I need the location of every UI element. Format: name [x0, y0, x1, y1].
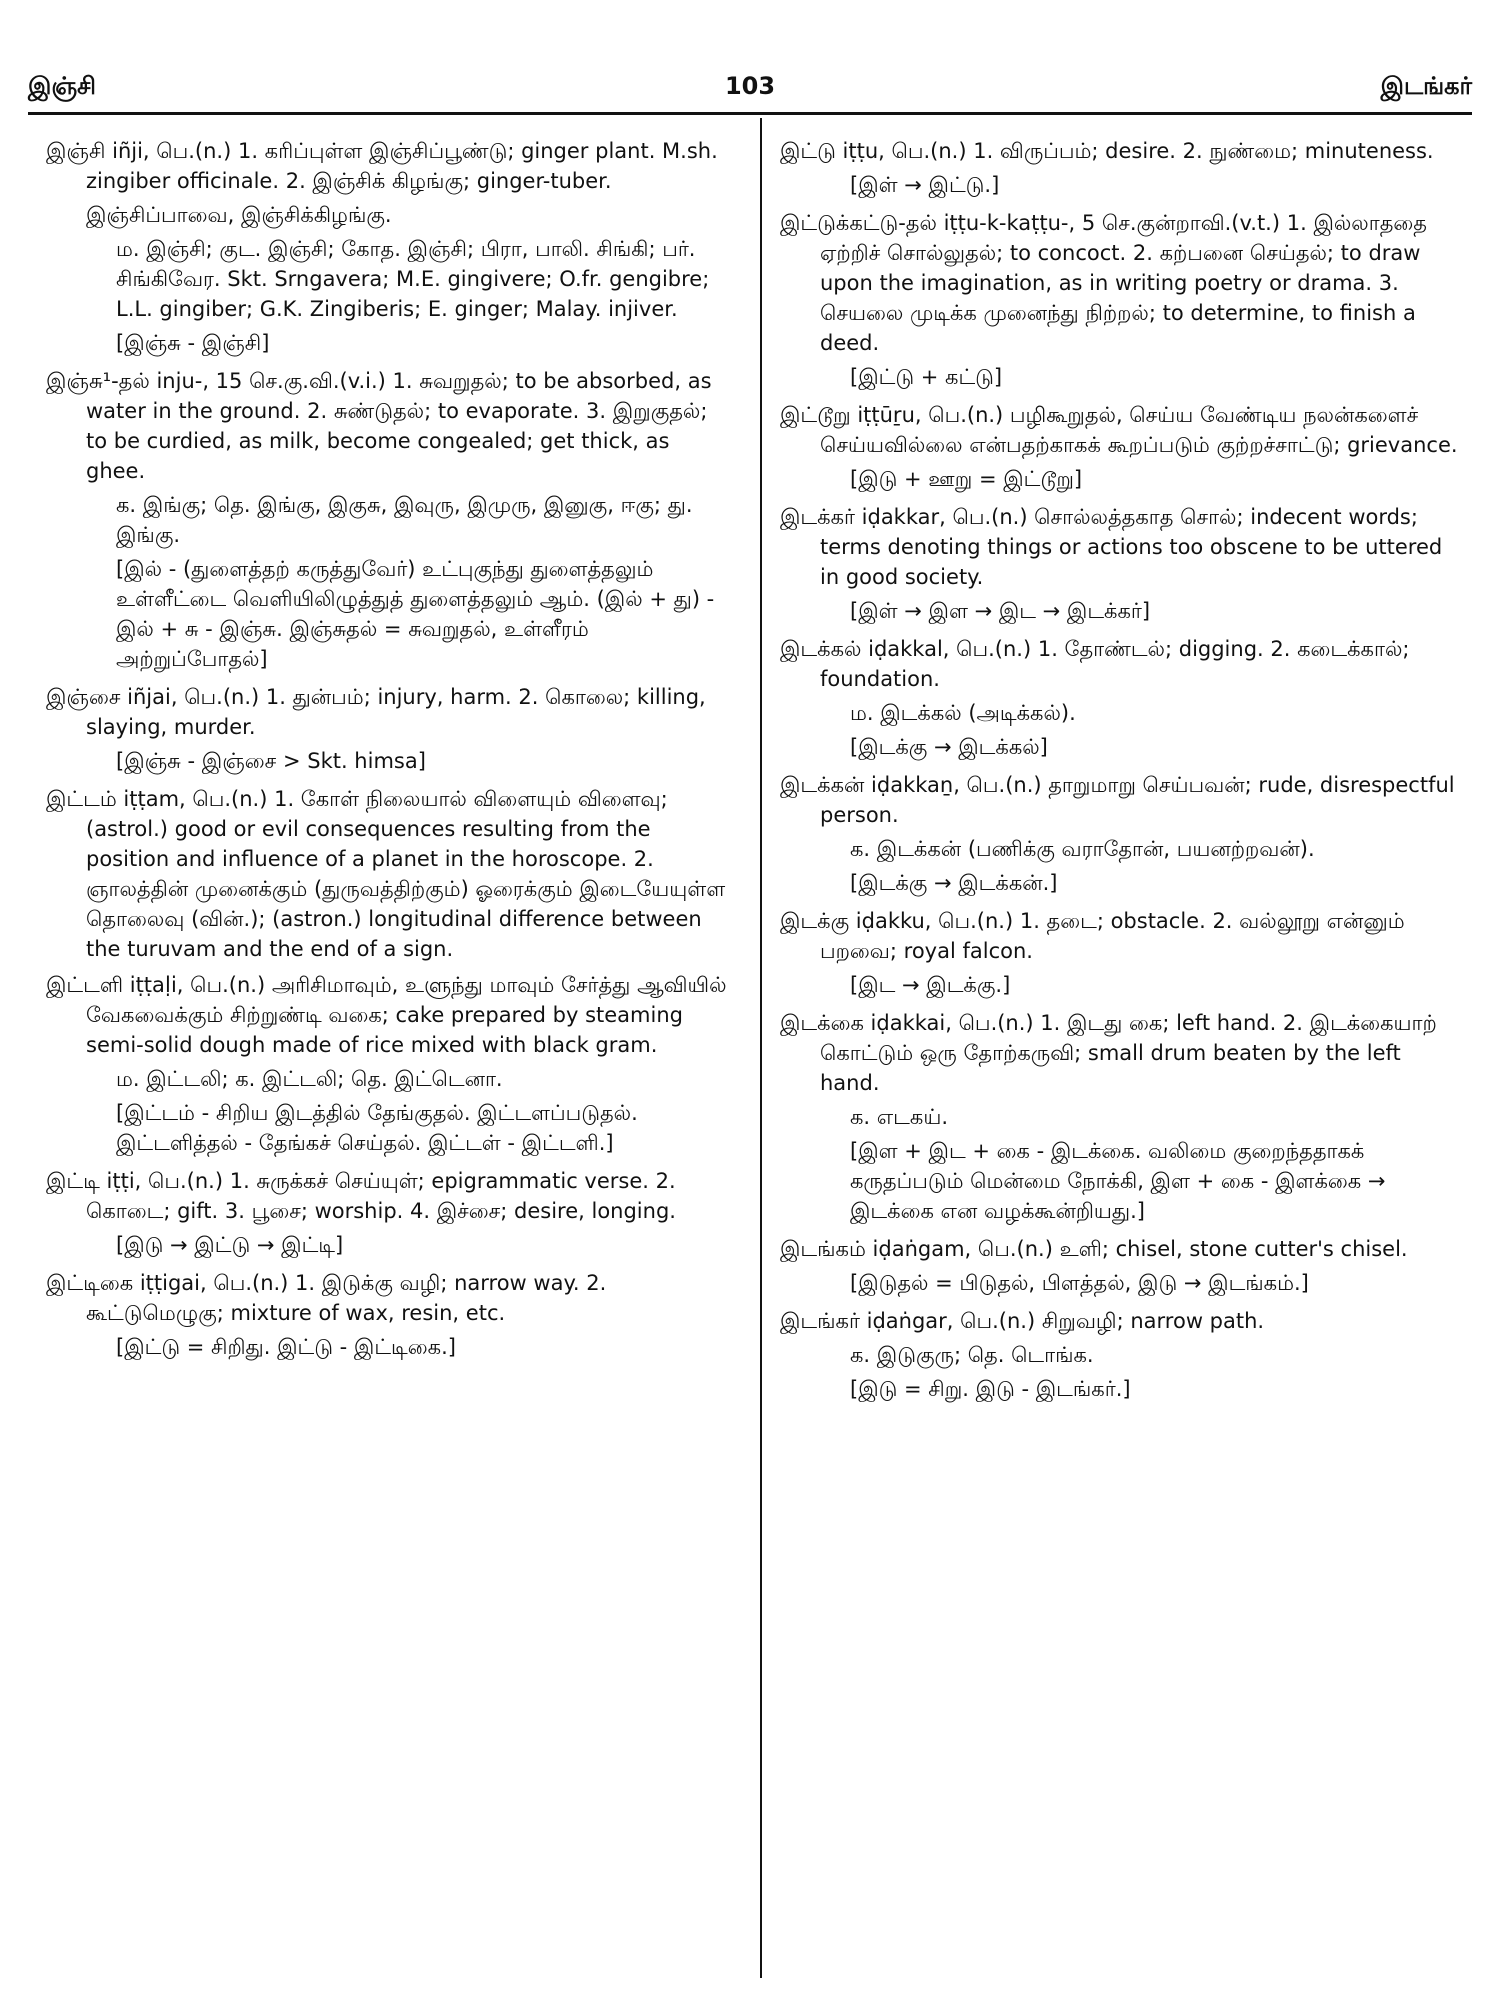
- dictionary-entry: [780, 400, 1458, 494]
- entry-etymology: [இடு → இட்டு → இட்டி]: [116, 1233, 344, 1257]
- entry-etymology: [இடுதல் = பிடுதல், பிளத்தல், இடு → இடங்கம்.]: [850, 1271, 1309, 1295]
- entry-definition: இடங்கர் iḍaṅgar, பெ.(n.) சிறுவழி; narrow path.: [780, 1309, 1265, 1333]
- dictionary-entry: [780, 770, 1458, 898]
- entry-definition: இடக்கர் iḍakkar, பெ.(n.) சொல்லத்தகாத சொல்; indecent words; terms denoting things or actions too obscene to be uttered in good society.: [780, 505, 1443, 589]
- entry-definition: இஞ்சை iñjai, பெ.(n.) 1. துன்பம்; injury, harm. 2. கொலை; killing, slaying, murder.: [46, 685, 706, 739]
- entry-definition: இட்டம் iṭṭam, பெ.(n.) 1. கோள் நிலையால் விளையும் விளைவு; (astrol.) good or evil consequences resulting from the position and influence of a planet in the horoscope. 2. ஞாலத்தின் முனைக்கும் (துருவத்திற்கும்) ஓரைக்கும் இடையேயுள்ள தொலைவு (வின்.); (astron.) longitudinal difference between the turuvam and the end of a sign.: [46, 787, 726, 961]
- entry-cognates: க. இங்கு; தெ. இங்கு, இகுசு, இவுரு, இமுரு, இனுகு, ஈகு; து. இங்கு.: [116, 493, 693, 547]
- entry-definition: இட்டூறு iṭṭūṟu, பெ.(n.) பழிகூறுதல், செய்ய வேண்டிய நலன்களைச் செய்யவில்லை என்பதற்காகக் கூறப்படும் குற்றச்சாட்டு; grievance.: [780, 403, 1458, 457]
- entry-definition: இட்டளி iṭṭaḷi, பெ.(n.) அரிசிமாவும், உளுந்து மாவும் சேர்த்து ஆவியில் வேகவைக்கும் சிற்றுண்டி வகை; cake prepared by steaming semi-solid dough made of rice mixed with black gram.: [46, 973, 727, 1057]
- entry-etymology: [இட்டு = சிறிது. இட்டு - இட்டிகை.]: [116, 1335, 456, 1359]
- entry-etymology: [இஞ்சு - இஞ்சி]: [116, 331, 270, 355]
- dictionary-entry: [46, 1166, 734, 1260]
- dictionary-entry: [46, 136, 734, 358]
- dictionary-entry: [46, 682, 734, 776]
- dictionary-entry: [46, 366, 734, 674]
- page-header: [28, 72, 1472, 116]
- dictionary-entry: [780, 1234, 1458, 1298]
- dictionary-entry: [780, 136, 1458, 200]
- dictionary-entry: [780, 1306, 1458, 1404]
- dictionary-entry: [46, 970, 734, 1158]
- entry-definition: இடங்கம் iḍaṅgam, பெ.(n.) உளி; chisel, stone cutter's chisel.: [780, 1237, 1408, 1261]
- dictionary-entry: [46, 784, 734, 964]
- dictionary-entry: [780, 906, 1458, 1000]
- entry-cognates: ம. இட்டலி; க. இட்டலி; தெ. இட்டெனா.: [116, 1067, 503, 1091]
- entry-cognates: க. இடுகுரு; தெ. டொங்க.: [850, 1343, 1094, 1367]
- entry-definition: இஞ்சி iñji, பெ.(n.) 1. கரிப்புள்ள இஞ்சிப்பூண்டு; ginger plant. M.sh. zingiber officinale. 2. இஞ்சிக் கிழங்கு; ginger-tuber.: [46, 139, 718, 193]
- entry-definition: இட்டு iṭṭu, பெ.(n.) 1. விருப்பம்; desire. 2. நுண்மை; minuteness.: [780, 139, 1434, 163]
- entry-etymology: [இடக்கு → இடக்கன்.]: [850, 871, 1058, 895]
- entry-definition: இஞ்சு¹-தல் inju-, 15 செ.கு.வி.(v.i.) 1. சுவறுதல்; to be absorbed, as water in the ground. 2. சுண்டுதல்; to evaporate. 3. இறுகுதல்; to be curdied, as milk, become congealed; get thick, as ghee.: [46, 369, 712, 483]
- entry-definition: இட்டிகை iṭṭigai, பெ.(n.) 1. இடுக்கு வழி; narrow way. 2. கூட்டுமெழுகு; mixture of wax, resin, etc.: [46, 1271, 607, 1325]
- dictionary-entry: [780, 502, 1458, 626]
- entry-definition: இடக்கல் iḍakkal, பெ.(n.) 1. தோண்டல்; digging. 2. கடைக்கால்; foundation.: [780, 637, 1410, 691]
- dictionary-entry: [780, 1008, 1458, 1226]
- entry-definition: இட்டுக்கட்டு-தல் iṭṭu-k-kaṭṭu-, 5 செ.குன்றாவி.(v.t.) 1. இல்லாததை ஏற்றிச் சொல்லுதல்; to concoct. 2. கற்பனை செய்தல்; to draw upon the imagination, as in writing poetry or drama. 3. செயலை முடிக்க முனைந்து நிற்றல்; to determine, to finish a deed.: [780, 211, 1427, 355]
- dictionary-entry: [780, 634, 1458, 762]
- entry-definition: இடக்கன் iḍakkaṉ, பெ.(n.) தாறுமாறு செய்பவன்; rude, disrespectful person.: [780, 773, 1455, 827]
- entry-cognates: க. இடக்கன் (பணிக்கு வராதோன், பயனற்றவன்).: [850, 837, 1315, 861]
- entry-etymology: [இட்டு + கட்டு]: [850, 365, 1003, 389]
- dictionary-entry: [780, 208, 1458, 392]
- entry-etymology: [இட → இடக்கு.]: [850, 973, 1011, 997]
- entry-etymology: [இடு + ஊறு = இட்டூறு]: [850, 467, 1083, 491]
- header-left-guideword: இஞ்சி: [28, 72, 96, 100]
- entry-definition: இடக்கை iḍakkai, பெ.(n.) 1. இடது கை; left hand. 2. இடக்கையாற் கொட்டும் ஒரு தோற்கருவி; small drum beaten by the left hand.: [780, 1011, 1437, 1095]
- entry-cognates: க. எடகய்.: [850, 1105, 948, 1129]
- entry-etymology: [இஞ்சு - இஞ்சை > Skt. himsa]: [116, 749, 426, 773]
- entry-etymology: [இள + இட + கை - இடக்கை. வலிமை குறைந்ததாகக் கருதப்படும் மென்மை நோக்கி, இள + கை - இளக்கை → இடக்கை என வழக்கூன்றியது.]: [850, 1139, 1386, 1223]
- entry-definition: இடக்கு iḍakku, பெ.(n.) 1. தடை; obstacle. 2. வல்லூறு என்னும் பறவை; royal falcon.: [780, 909, 1405, 963]
- page-number: 103: [724, 72, 776, 100]
- column-divider: [760, 118, 762, 1978]
- dictionary-entry: [46, 1268, 734, 1362]
- entry-derivatives: இஞ்சிப்பாவை, இஞ்சிக்கிழங்கு.: [86, 203, 392, 227]
- entry-etymology: [இள் → இள → இட → இடக்கர்]: [850, 599, 1151, 623]
- entry-etymology: [இட்டம் - சிறிய இடத்தில் தேங்குதல். இட்டளப்படுதல். இட்டளித்தல் - தேங்கச் செய்தல். இட்டள் - இட்டளி.]: [116, 1101, 638, 1155]
- header-rule: [28, 112, 1472, 115]
- entry-etymology: [இள் → இட்டு.]: [850, 173, 1000, 197]
- entry-etymology: [இல் - (துளைத்தற் கருத்துவேர்) உட்புகுந்து துளைத்தலும் உள்ளீட்டை வெளியிலிழுத்துத் துளைத்தலும் ஆம். (இல் + து) - இல் + சு - இஞ்சு. இஞ்சுதல் = சுவறுதல், உள்ளீரம் அற்றுப்போதல்]: [116, 557, 715, 671]
- entry-cognates: ம. இஞ்சி; குட. இஞ்சி; கோத. இஞ்சி; பிரா, பாலி. சிங்கி; பர். சிங்கிவேர. Skt. Srngavera; M.E. gingivere; O.fr. gengibre; L.L. gingiber; G.K. Zingiberis; E. ginger; Malay. injiver.: [116, 237, 710, 321]
- entry-cognates: ம. இடக்கல் (அடிக்கல்).: [850, 701, 1076, 725]
- right-column: [780, 136, 1458, 1412]
- entry-etymology: [இடு = சிறு. இடு - இடங்கர்.]: [850, 1377, 1131, 1401]
- header-right-guideword: இடங்கர்: [1380, 72, 1472, 100]
- left-column: [46, 136, 734, 1370]
- entry-definition: இட்டி iṭṭi, பெ.(n.) 1. சுருக்கச் செய்யுள்; epigrammatic verse. 2. கொடை; gift. 3. பூசை; worship. 4. இச்சை; desire, longing.: [46, 1169, 676, 1223]
- entry-etymology: [இடக்கு → இடக்கல்]: [850, 735, 1048, 759]
